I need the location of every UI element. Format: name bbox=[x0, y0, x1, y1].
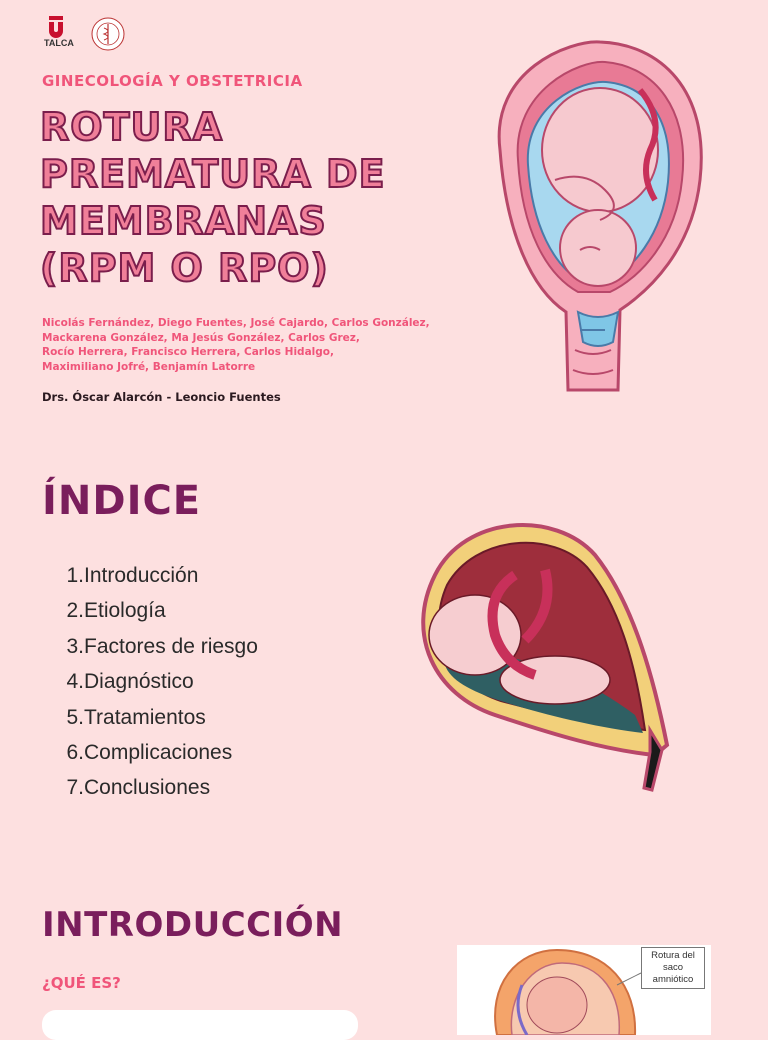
subject-label: GINECOLOGÍA Y OBSTETRICIA bbox=[42, 72, 303, 90]
index-number: 6. bbox=[66, 740, 84, 764]
index-number: 3. bbox=[66, 634, 84, 658]
index-number: 5. bbox=[66, 705, 84, 729]
index-number: 2. bbox=[66, 599, 84, 623]
index-label: Factores de riesgo bbox=[84, 634, 258, 658]
definition-box bbox=[42, 1010, 358, 1040]
index-item bbox=[62, 774, 258, 809]
intro-heading: INTRODUCCIÓN bbox=[42, 905, 344, 945]
authors-line: Nicolás Fernández, Diego Fuentes, José Cajardo, Carlos González, bbox=[42, 317, 430, 329]
title-line: PREMATURA DE bbox=[40, 152, 386, 196]
intro-subheading: ¿QUÉ ES? bbox=[42, 974, 121, 992]
title-line: MEMBRANAS bbox=[40, 199, 327, 243]
page-title bbox=[40, 104, 440, 292]
fetus-uterus-illustration bbox=[405, 515, 675, 800]
index-item bbox=[62, 668, 258, 703]
index-item bbox=[62, 704, 258, 739]
index-number: 4. bbox=[66, 670, 84, 694]
callout-line: saco bbox=[662, 962, 684, 973]
index-label: Conclusiones bbox=[84, 776, 211, 800]
index-label: Tratamientos bbox=[84, 705, 206, 729]
authors-list bbox=[42, 316, 462, 374]
utalca-logo-icon bbox=[42, 14, 132, 58]
index-label: Etiología bbox=[84, 599, 166, 623]
index-list bbox=[62, 562, 258, 810]
authors-line: Mackarena González, Ma Jesús González, Carlos Grez, bbox=[42, 331, 360, 344]
index-number: 7. bbox=[66, 776, 84, 800]
title-line: (RPM O RPO) bbox=[40, 246, 329, 290]
index-item bbox=[62, 633, 258, 668]
doctors-line: Drs. Óscar Alarcón - Leoncio Fuentes bbox=[42, 390, 281, 404]
rupture-callout bbox=[641, 947, 705, 989]
amniotic-sac-figure bbox=[457, 945, 711, 1035]
index-item bbox=[62, 739, 258, 774]
index-label: Complicaciones bbox=[84, 740, 233, 764]
index-label: Introducción bbox=[84, 564, 199, 587]
index-number: 1. bbox=[66, 564, 84, 587]
index-heading: ÍNDICE bbox=[42, 478, 202, 524]
uterus-rupture-illustration bbox=[460, 30, 722, 402]
callout-line: Rotura del bbox=[651, 950, 695, 961]
callout-line: amniótico bbox=[652, 974, 694, 985]
authors-line: Rocío Herrera, Francisco Herrera, Carlos Hidalgo, bbox=[42, 346, 334, 358]
authors-line: Maximiliano Jofré, Benjamín Latorre bbox=[42, 360, 256, 373]
title-line: ROTURA bbox=[40, 105, 224, 149]
university-logos bbox=[42, 14, 132, 58]
index-label: Diagnóstico bbox=[84, 670, 194, 694]
logo-text: TALCA bbox=[44, 38, 74, 48]
index-item bbox=[62, 597, 258, 632]
index-item bbox=[62, 562, 258, 597]
